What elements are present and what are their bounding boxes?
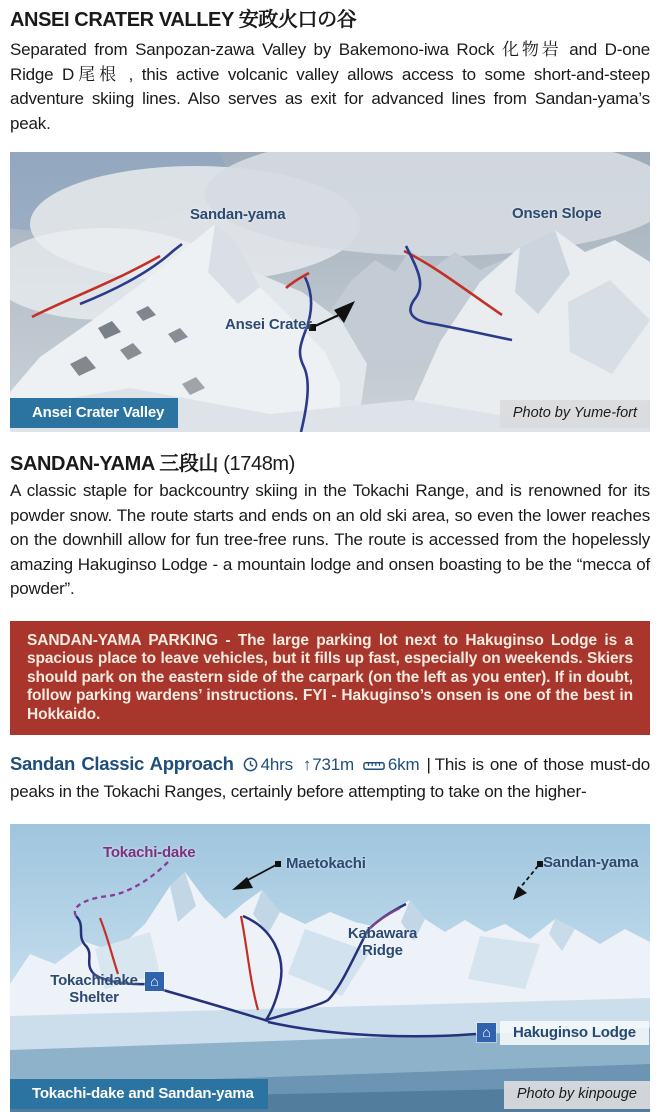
section-paragraph: A classic staple for backcountry skiing in the Tokachi Range, and is renowned for its powder snow. The route starts and ends on an old ski area, so even the lower reaches on the downhill allow for fun tree-free runs. The route is accessed from the hopelessly amazing Hakuginso Lodge - a mountain lodge and onsen boasting to be the “mecca of powder”. — [10, 481, 650, 598]
section-title-text: SANDAN-YAMA 三段山 — [10, 453, 219, 475]
photo-credit: Photo by kinpouge — [504, 1081, 650, 1109]
photo-caption: Tokachi-dake and Sandan-yama — [10, 1079, 268, 1109]
parking-warning-box — [10, 621, 650, 736]
label-hakuginso-lodge: Hakuginso Lodge — [500, 1021, 649, 1045]
section-title-sandan-yama — [10, 452, 650, 476]
distance-value: 6km — [387, 755, 420, 774]
photo-caption: Ansei Crater Valley — [10, 398, 178, 428]
warning-lead: SANDAN-YAMA PARKING - — [27, 631, 238, 649]
approach-text: This is one of those must-do peaks in the Tokachi Ranges, certainly before attempting to take on the higher- — [10, 755, 650, 801]
label-maetokachi: Maetokachi — [286, 855, 366, 872]
photo-ansei-crater-valley — [10, 152, 650, 432]
elevation-value: 731m — [312, 755, 354, 774]
page-title: ANSEI CRATER VALLEY 安政火口の谷 — [10, 9, 357, 31]
section-elevation: (1748m) — [223, 453, 295, 475]
label-onsen-slope: Onsen Slope — [512, 205, 602, 222]
mountain-photo-illustration — [10, 152, 650, 432]
label-sandan-yama: Sandan-yama — [543, 854, 639, 871]
label-tokachidake-shelter: Tokachidake Shelter — [50, 972, 138, 1006]
label-tokachi-dake: Tokachi-dake — [103, 844, 196, 861]
label-kabawara-ridge: Kabawara Ridge — [347, 925, 418, 959]
clock-icon — [243, 754, 258, 779]
time-value: 4hrs — [260, 755, 293, 774]
label-sandan-yama: Sandan-yama — [190, 206, 286, 223]
intro-paragraph: Separated from Sanpozan-zawa Valley by Bakemono-iwa Rock 化物岩 and D-one Ridge D尾根 , this active volcanic valley allows access to some short-and-steep adventure skiing lines. Also serves as exit for advanced lines from Sandan-yama’s peak. — [10, 40, 650, 133]
ruler-icon — [363, 754, 385, 779]
shelter-house-icon: ⌂ — [145, 972, 164, 991]
stats-separator: | — [426, 755, 431, 774]
warning-text: The large parking lot next to Hakuginso Lodge is a spacious place to leave vehicles, but it fills up fast, especially on weekends. Skiers should park on the eastern side of the carpark (on the left as you enter). If in doubt, follow parking wardens’ instructions. FYI - Hakuginso’s onsen is one of the best in Hokkaido. — [27, 631, 633, 723]
route-approach-paragraph — [10, 751, 650, 804]
label-ansei-crater: Ansei Crater — [225, 316, 312, 333]
route-title: Sandan Classic Approach — [10, 753, 234, 774]
pointer-square — [275, 861, 281, 867]
photo-tokachi-sandan — [10, 824, 650, 1112]
elevation-icon: ↑ — [302, 755, 312, 774]
lodge-house-icon: ⌂ — [477, 1023, 496, 1042]
photo-credit: Photo by Yume-fort — [500, 400, 650, 428]
